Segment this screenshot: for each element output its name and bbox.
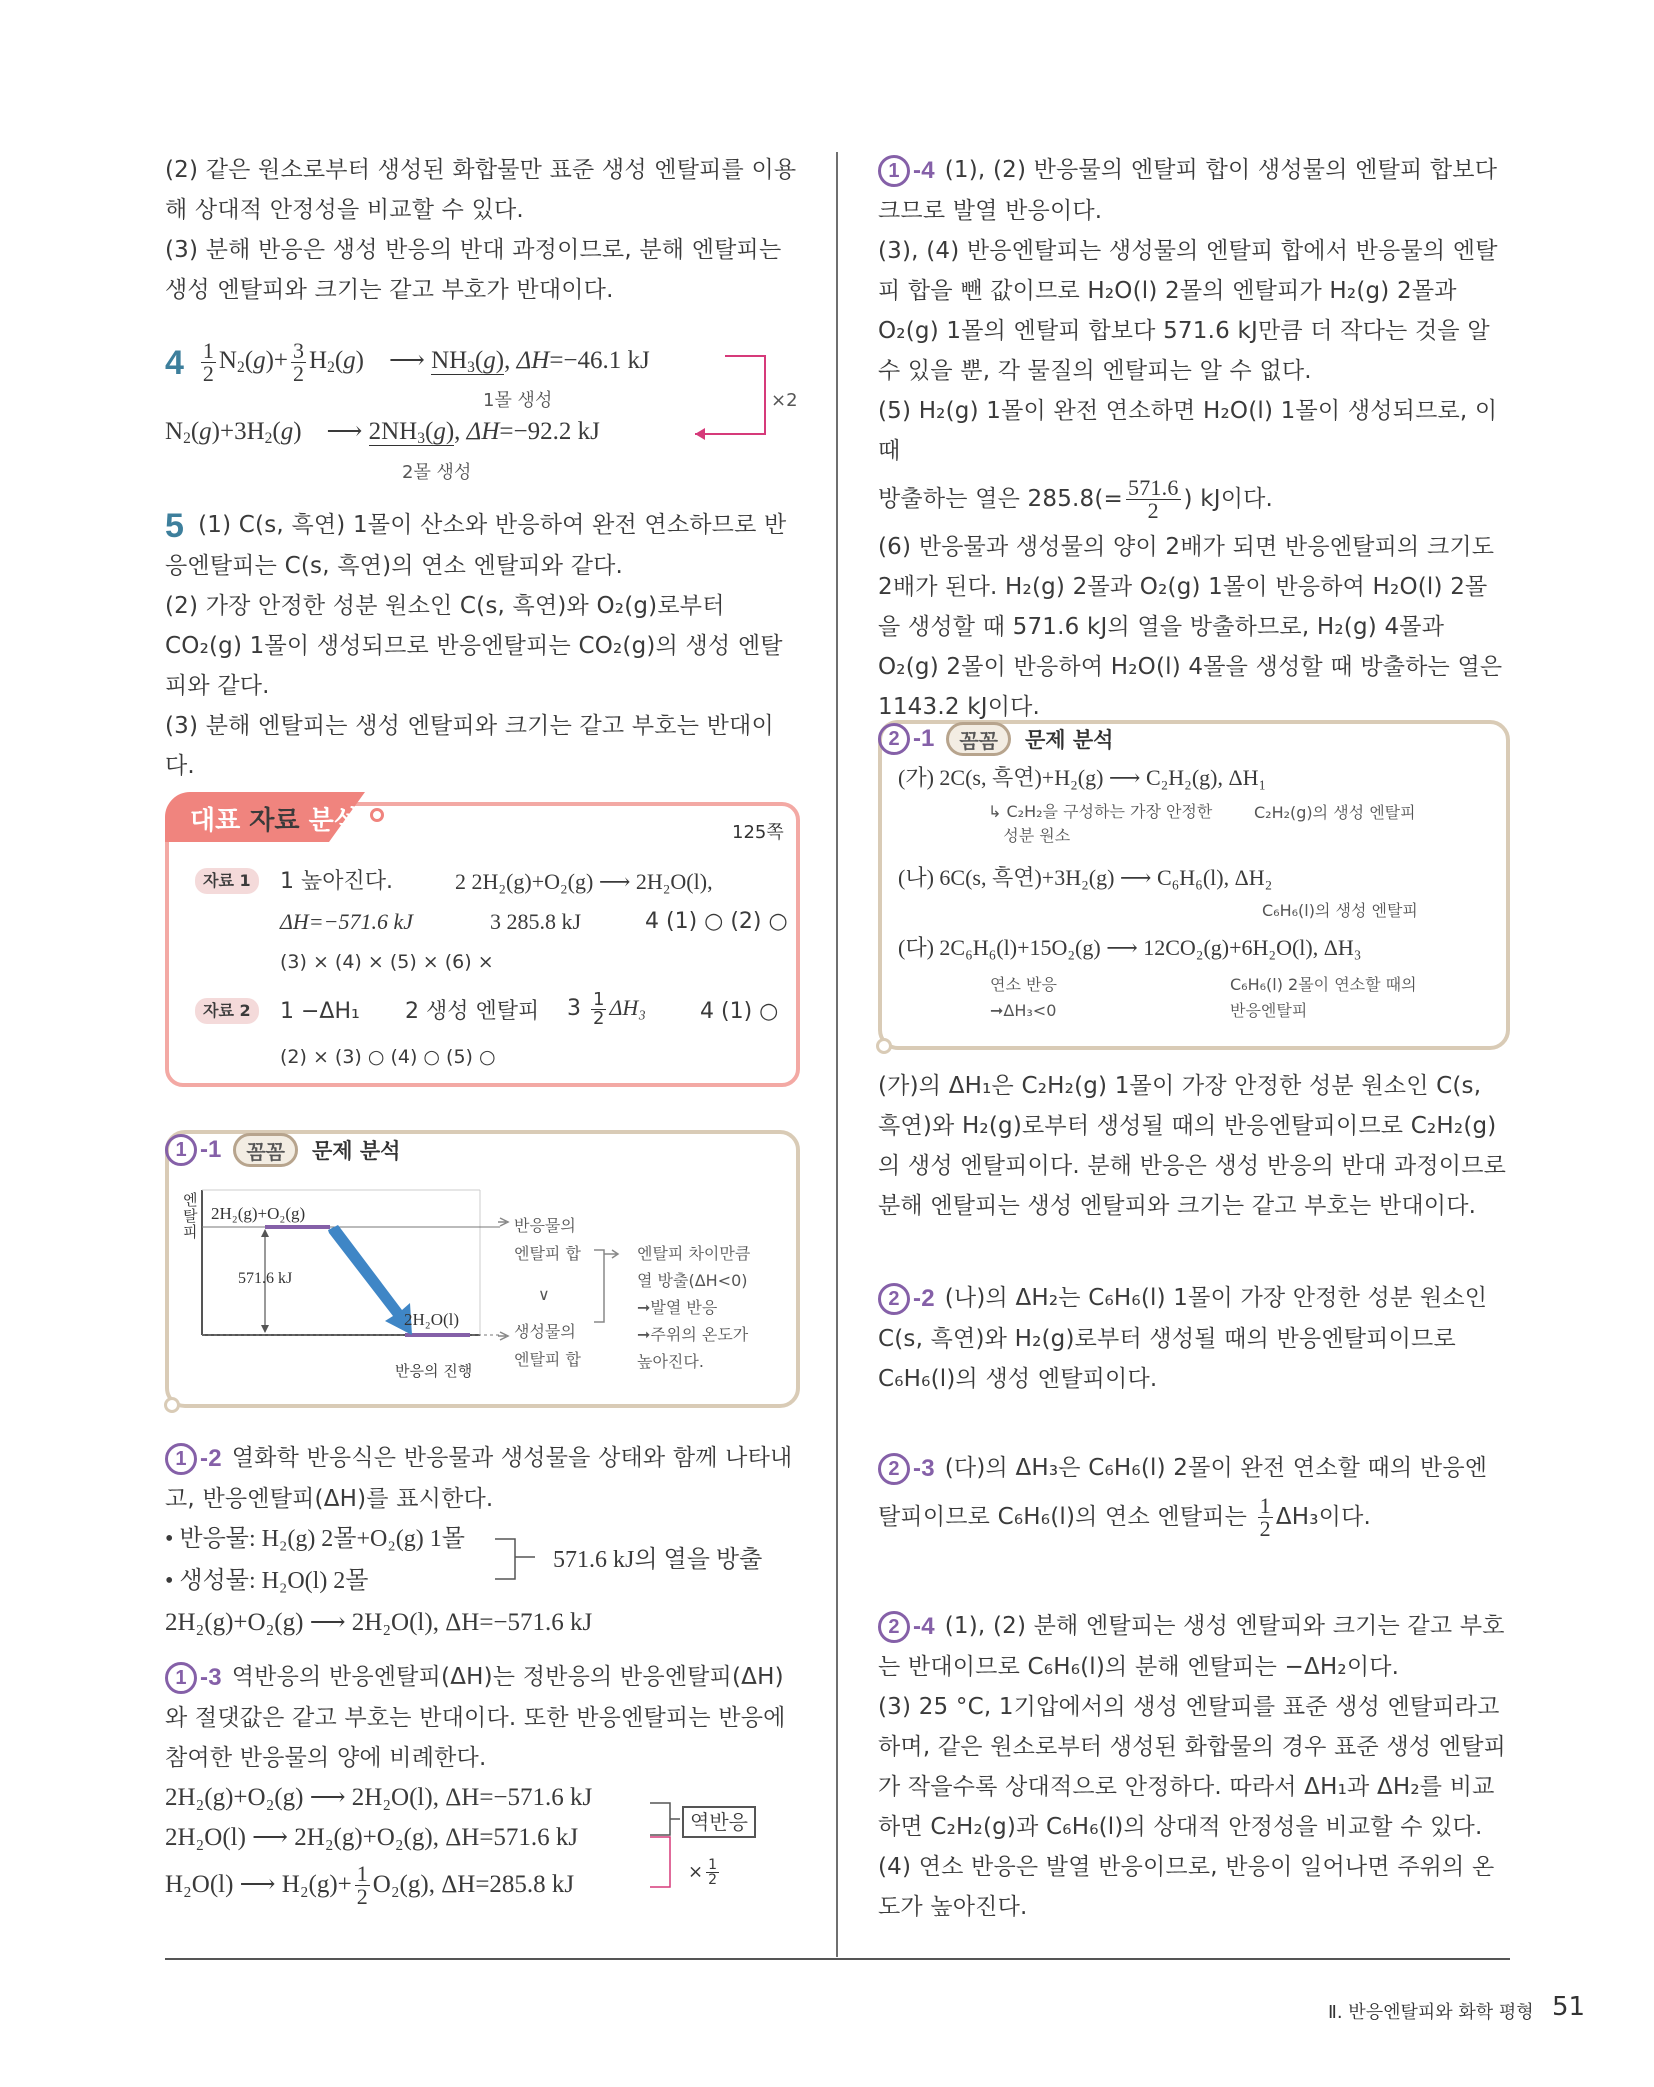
ga-note1: ↳ C₂H₂을 구성하는 가장 안정한 성분 원소 — [988, 802, 1213, 845]
rep-tag-1: 자료 1 — [195, 868, 259, 894]
q5-text3: (3) 분해 엔탈피는 생성 엔탈피와 크기는 같고 부호는 반대이다. — [165, 712, 774, 779]
q4-block — [165, 338, 805, 483]
na-note: C₆H₆(l)의 생성 엔탈피 — [1262, 901, 1418, 920]
text-1-4a: 1 -4 (1), (2) 반응물의 엔탈피 합이 생성물의 엔탈피 합보다 크므로 발열 반응이다. — [878, 156, 1498, 224]
page-number: 51 — [1552, 1992, 1586, 2022]
rep-line4d: 4 (1) ○ — [700, 999, 779, 1024]
box-2-1-dot — [876, 1038, 892, 1054]
diagram-product: 2H₂O(l) — [404, 1310, 460, 1329]
rep-line3: (3) × (4) × (5) × (6) × — [280, 951, 494, 973]
diagram-x-axis: 반응의 진행 — [395, 1362, 473, 1380]
problem-analysis-label-2: 문제 분석 — [1024, 728, 1114, 752]
q4-eq1: 4 $\frac{1}{2}$ $N_2(g)+$ $\frac{3}{2}$ $H_2(g)$ ⟶ $NH_3(g)$, ΔH=−46.1 kJ — [165, 338, 650, 386]
reactant-line: • 반응물: H₂(g) 2몰+O₂(g) 1몰 — [165, 1525, 465, 1552]
diagram-explain: 엔탈피 차이만큼 열 방출(ΔH<0) ➞발열 반응 ➞주위의 온도가 높아진다. — [637, 1244, 751, 1371]
rep-line4a: 1 −ΔH₁ — [280, 999, 360, 1024]
rep-page: 125쪽 — [732, 822, 784, 843]
rep-line2c: 4 (1) ○ (2) ○ — [645, 909, 788, 934]
kkomkkom-tag-2: 꼼꼼 — [946, 722, 1011, 756]
box-1-1-header — [165, 1133, 400, 1167]
rep-line4c: ΔH₃ — [609, 995, 646, 1020]
eq-1-3-c: H₂O(l) ⟶ H₂(g)+ $\frac{1}{2}$ O₂(g), ΔH=285.8 kJ — [165, 1861, 575, 1910]
diagram-axis-label: 엔탈피 — [183, 1191, 198, 1241]
diagram-kj: 571.6 kJ — [238, 1270, 293, 1287]
right-column — [878, 150, 1508, 727]
text-1-4c: (5) H₂(g) 1몰이 완전 연소하면 H₂O(l) 1몰이 생성되므로, 이때 — [878, 397, 1498, 464]
eq-ga: (가) 2C(s, 흑연)+H₂(g) ⟶ C₂H₂(g), ΔH₁ — [898, 765, 1267, 790]
eq-da: (다) 2C₆H₆(l)+15O₂(g) ⟶ 12CO₂(g)+6H₂O(l), ΔH₃ — [898, 935, 1362, 960]
heat-bracket — [495, 1529, 545, 1589]
eq-1-2: 2H₂(g)+O₂(g) ⟶ 2H₂O(l), ΔH=−571.6 kJ — [165, 1608, 593, 1636]
q5-number: 5 — [165, 506, 185, 545]
text-1-4e: (6) 반응물과 생성물의 양이 2배가 되면 반응엔탈피의 크기도 2배가 된다. H₂(g) 2몰과 O₂(g) 1몰이 반응하여 H₂O(l) 2몰을 생성할 때 571.6 kJ의 열을 방출하므로, H₂(g) 4몰과 O₂(g) 2몰이 반응하여 H₂O(l) 4몰을 생성할 때 방출하는 열은 1143.2 kJ이다. — [878, 533, 1503, 720]
diagram-reactant: 2H₂(g)+O₂(g) — [211, 1204, 306, 1223]
rep-content: 자료 1 1 높아진다. 2 2H₂(g)+O₂(g) ⟶ 2H₂O(l), ΔH=−571.6 kJ 3 285.8 kJ 4 (1) ○ (2) ○ (3) × (4) × (5) × (6) × 자료 2 1 −ΔH₁ 2 생성 엔탈피 3 $\frac{1}{2}$ ΔH₃ 4 (1) ○ (2) × (3) ○ (4) ○ (5) ○ — [195, 862, 795, 1077]
para-2-2: (2) 같은 원소로부터 생성된 화합물만 표준 생성 엔탈피를 이용해 상대적 안정성을 비교할 수 있다. — [165, 157, 797, 223]
rep-tag-2: 자료 2 — [195, 998, 259, 1024]
rep-line5: (2) × (3) ○ (4) ○ (5) ○ — [280, 1046, 496, 1068]
text-2-3: 2 -3 (다)의 ΔH₃은 C₆H₆(l) 2몰이 완전 연소할 때의 반응엔 탈피이므로 C₆H₆(l)의 연소 엔탈피는 $\frac{1}{2}$ ΔH₃이다. — [878, 1454, 1488, 1541]
q5-text2: (2) 가장 안정한 성분 원소인 C(s, 흑연)와 O₂(g)로부터 CO₂(g) 1몰이 생성되므로 반응엔탈피는 CO₂(g)의 생성 엔탈피와 같다. — [165, 592, 783, 699]
diagram-reactant-sum: 반응물의 엔탈피 합 — [514, 1216, 581, 1263]
box-2-1-header — [878, 722, 1113, 756]
q4-number: 4 — [165, 343, 184, 382]
text-2-1: (가)의 ΔH₁은 C₂H₂(g) 1몰이 가장 안정한 성분 원소인 C(s, 흑연)와 H₂(g)로부터 생성될 때의 반응엔탈피이므로 C₂H₂(g)의 생성 엔탈피이다. 분해 반응은 생성 반응의 반대 과정이므로 분해 엔탈피는 생성 엔탈피와 크기는 같고 부호는 반대이다. — [878, 1073, 1507, 1219]
rep-line2a: ΔH=−571.6 kJ — [280, 909, 414, 934]
q5-text1: 5 (1) C(s, 흑연) 1몰이 산소와 반응하여 완전 연소하므로 반응엔탈피는 C(s, 흑연)의 연소 엔탈피와 같다. — [165, 506, 787, 579]
heat-release: 571.6 kJ의 열을 방출 — [553, 1546, 763, 1573]
reverse-label: 역반응 — [682, 1806, 756, 1838]
product-line: • 생성물: H₂O(l) 2몰 — [165, 1567, 369, 1594]
eq-na: (나) 6C(s, 흑연)+3H₂(g) ⟶ C₆H₆(l), ΔH₂ — [898, 865, 1273, 890]
q4-times2: ×2 — [771, 390, 798, 411]
text-1-2: 1 -2 열화학 반응식은 반응물과 생성물을 상태와 함께 나타내고, 반응엔탈피(ΔH)를 표시한다. — [165, 1444, 793, 1512]
left-column — [165, 150, 800, 310]
badge-2-1-num: 2 — [878, 723, 910, 755]
kkomkkom-tag: 꼼꼼 — [233, 1133, 298, 1167]
text-1-4d: 방출하는 열은 285.8(= $\frac{571.6}{2}$ ) kJ이다. — [878, 474, 1274, 523]
q4-note-2mol: 2몰 생성 — [402, 462, 472, 483]
half-mult: × $\frac{1}{2}$ — [688, 1857, 718, 1888]
footer-chapter: Ⅱ. 반응엔탈피와 화학 평형 — [1328, 2002, 1534, 2023]
ga-note2: C₂H₂(g)의 생성 엔탈피 — [1254, 803, 1416, 822]
diagram-product-sum: 생성물의 엔탈피 합 — [514, 1322, 581, 1369]
footer-rule — [165, 1958, 1510, 1960]
box-1-1-dot — [164, 1397, 180, 1413]
da-note2: C₆H₆(l) 2몰이 연소할 때의 반응엔탈피 — [1230, 975, 1417, 1020]
text-1-4b: (3), (4) 반응엔탈피는 생성물의 엔탈피 합에서 반응물의 엔탈피 합을 뺀 값이므로 H₂O(l) 2몰의 엔탈피가 H₂(g) 2몰과 O₂(g) 1몰의 엔탈피 합보다 571.6 kJ만큼 더 작다는 것을 알 수 있을 뿐, 각 물질의 엔탈피는 알 수 없다. — [878, 237, 1498, 384]
rep-line2b: 3 285.8 kJ — [490, 909, 582, 934]
block-1-2 — [165, 1438, 800, 1643]
badge-1-1-dash: -1 — [200, 1136, 222, 1163]
rep-line1b: 2 2H₂(g)+O₂(g) ⟶ 2H₂O(l), — [455, 869, 713, 894]
q4-eq2: $N_2(g)+3H_2(g)$ ⟶ $2NH_3(g)$, ΔH=−92.2 kJ — [165, 418, 600, 447]
text-2-2: 2 -2 (나)의 ΔH₂는 C₆H₆(l) 1몰이 가장 안정한 성분 원소인 C(s, 흑연)와 H₂(g)로부터 생성될 때의 반응엔탈피이므로 C₆H₆(l)의 생성 엔탈피이다. — [878, 1284, 1488, 1392]
text-2-4: 2 -4 (1), (2) 분해 엔탈피는 생성 엔탈피와 크기는 같고 부호는 반대이므로 C₆H₆(l)의 분해 엔탈피는 −ΔH₂이다. (3) 25 °C, 1기압에서의 생성 엔탈피를 표준 생성 엔탈피라고 하며, 같은 원소로부터 생성된 화합물의 경우 표준 생성 엔탈피가 작을수록 상대적으로 안정하다. 따라서 ΔH₁과 ΔH₂를 비교하면 C₂H₂(g)과 C₆H₆(l)의 상대적 안정성을 비교할 수 있다. (4) 연소 반응은 발열 반응이므로, 반응이 일어나면 주위의 온도가 높아진다. — [878, 1612, 1507, 1920]
diagram-gt: ∨ — [538, 1285, 550, 1304]
eq-1-3-b: 2H₂O(l) ⟶ 2H₂(g)+O₂(g), ΔH=571.6 kJ — [165, 1823, 579, 1851]
para-2-3: (3) 분해 반응은 생성 반응의 반대 과정이므로, 분해 엔탈피는 생성 엔탈피와 크기는 같고 부호가 반대이다. — [165, 237, 782, 303]
problem-analysis-label: 문제 분석 — [311, 1139, 401, 1163]
text-1-3: 1 -3 역반응의 반응엔탈피(ΔH)는 정반응의 반응엔탈피(ΔH)와 절댓값은 같고 부호는 반대이다. 또한 반응엔탈피는 반응에 참여한 반응물의 양에 비례한다. — [165, 1663, 786, 1771]
badge-2-1-dash: -1 — [913, 725, 935, 752]
column-divider — [836, 152, 838, 1957]
rep-dot — [370, 808, 384, 822]
rep-title: 대표 자료 분석 — [190, 806, 359, 836]
q5-block — [165, 505, 800, 786]
q4-note-1mol: 1몰 생성 — [483, 390, 553, 411]
rep-line4b: 2 생성 엔탈피 — [405, 999, 540, 1024]
badge-1-1-num: 1 — [165, 1134, 197, 1166]
eq-1-3-a: 2H₂(g)+O₂(g) ⟶ 2H₂O(l), ΔH=−571.6 kJ — [165, 1783, 593, 1811]
rep-line1a: 1 높아진다. — [280, 869, 393, 894]
da-note1: 연소 반응 ➞ΔH₃<0 — [990, 975, 1057, 1020]
